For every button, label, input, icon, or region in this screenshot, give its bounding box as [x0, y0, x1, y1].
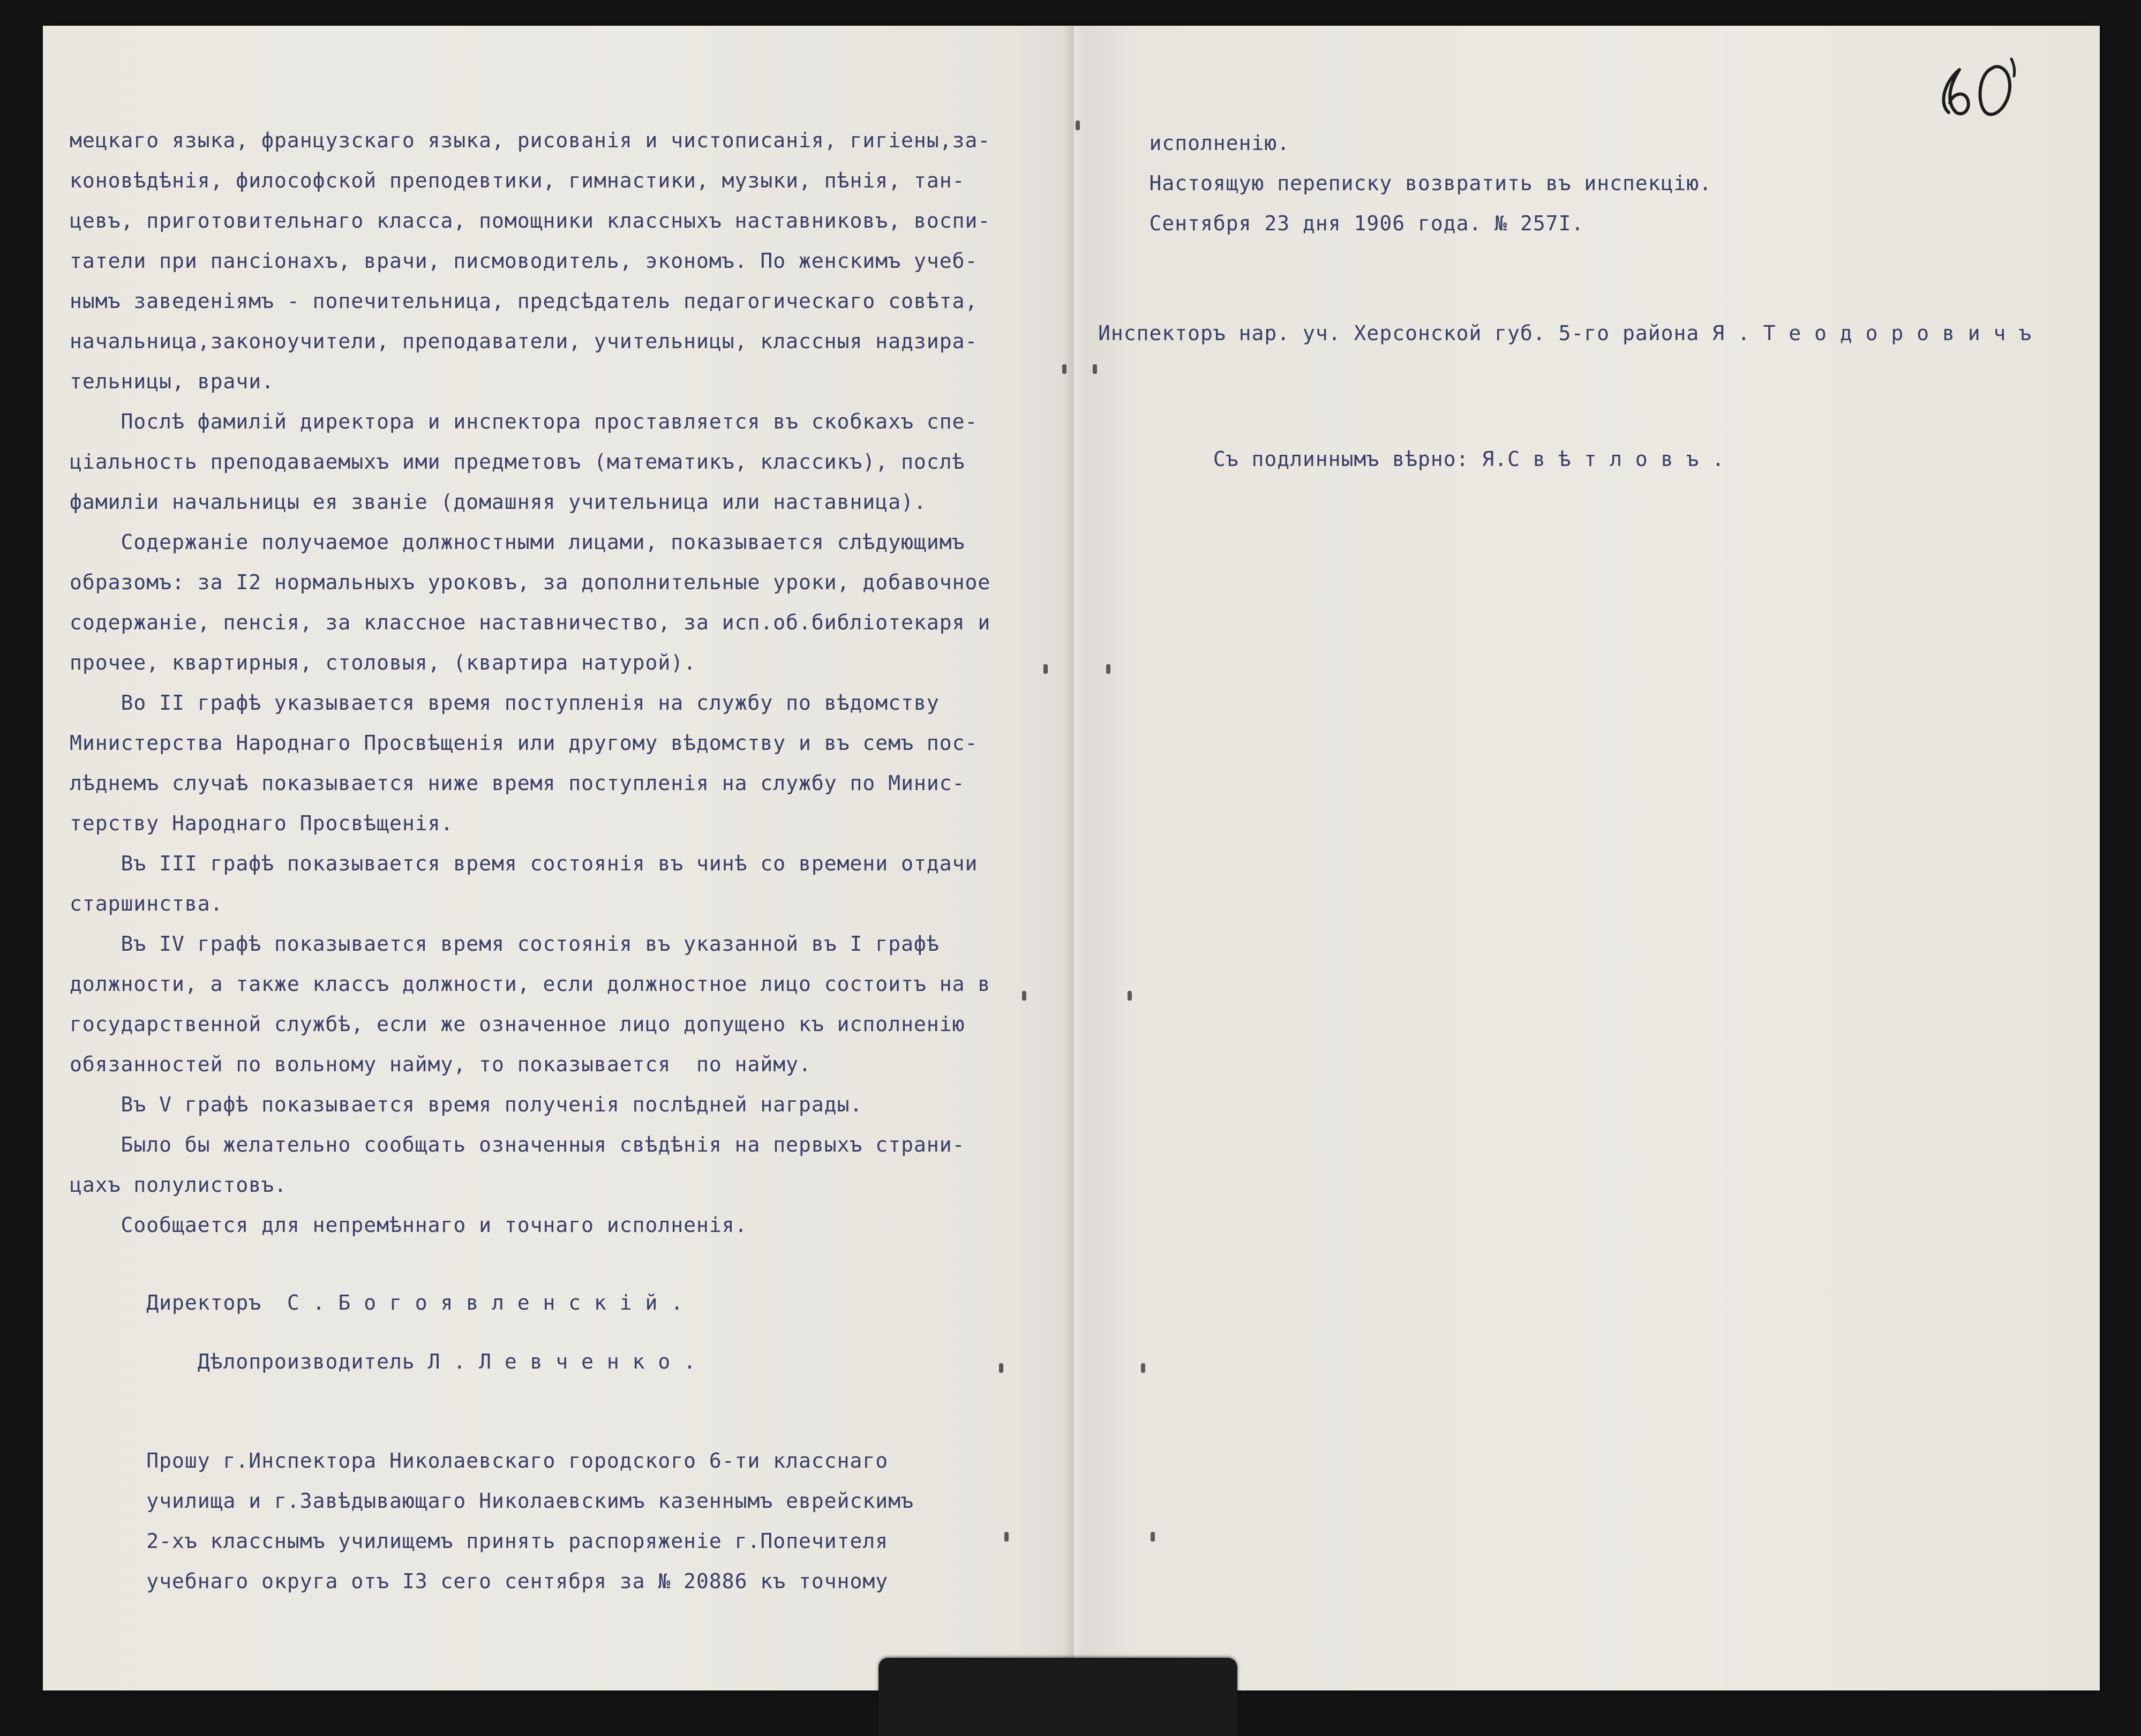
text-line: ціальность преподаваемыхъ ими предметовъ (математикъ, классикъ), послѣ [70, 450, 965, 474]
text-line: Послѣ фамилій директора и инспектора проставляется въ скобкахъ спе- [70, 410, 978, 433]
text-line: старшинства. [70, 892, 223, 915]
scanner-tab [878, 1658, 1237, 1736]
binding-hole [1151, 1532, 1155, 1542]
text-line: содержаніе, пенсія, за классное наставничество, за исп.об.библіотекаря и [70, 611, 991, 634]
text-line: обязанностей по вольному найму, то показывается по найму. [70, 1053, 812, 1076]
binding-hole [1062, 364, 1066, 374]
text-line: Сообщается для непремѣннаго и точнаго исполненія. [70, 1213, 748, 1237]
text-line: Въ IV графѣ показывается время состоянія въ указанной въ I графѣ [70, 932, 940, 956]
binding-hole [1128, 991, 1132, 1001]
certified-copy-line: Съ подлиннымъ вѣрно: Я.С в ѣ т л о в ъ . [1098, 447, 1725, 471]
text-line: начальница,законоучители, преподаватели, учительницы, классныя надзира- [70, 329, 978, 353]
director-signature: Директоръ С . Б о г о я в л е н с к і й . [70, 1291, 684, 1314]
text-line: коновѣдѣнія, философской преподевтики, гимнастики, музыки, пѣнія, тан- [70, 169, 965, 192]
text-line: исполненію. [1098, 131, 1290, 155]
text-line: тельницы, врачи. [70, 370, 275, 393]
left-page-signatures [70, 1283, 696, 1382]
text-line: мецкаго языка, французскаго языка, рисованія и чистописанія, гигіены,за- [70, 129, 991, 152]
text-line: образомъ: за I2 нормальныхъ уроковъ, за дополнительные уроки, добавочное [70, 570, 991, 594]
text-line: государственной службѣ, если же означенное лицо допущено къ исполненію [70, 1012, 965, 1036]
page-fold [1063, 26, 1085, 1690]
text-line: Въ III графѣ показывается время состоянія въ чинѣ со времени отдачи [70, 852, 978, 875]
text-line: 2-хъ класснымъ училищемъ принять распоряженіе г.Попечителя [70, 1529, 889, 1553]
clerk-signature: Дѣлопроизводитель Л . Л е в ч е н к о . [70, 1350, 697, 1373]
binding-hole [1043, 664, 1048, 674]
text-line: Въ V графѣ показывается время полученія послѣдней награды. [70, 1093, 863, 1116]
text-line: училища и г.Завѣдывающаго Николаевскимъ казеннымъ еврейскимъ [70, 1489, 914, 1513]
text-line: терству Народнаго Просвѣщенія. [70, 811, 454, 835]
text-line: Прошу г.Инспектора Николаевскаго городского 6-ти класснаго [70, 1449, 889, 1472]
right-page-body [1098, 123, 2032, 479]
text-line: Содержаніе получаемое должностными лицами, показывается слѣдующимъ [70, 530, 965, 554]
left-page-order [70, 1441, 914, 1602]
inspector-signature: Инспекторъ нар. уч. Херсонской губ. 5-го района Я . Т е о д о р о в и ч ъ [1098, 321, 2032, 345]
text-line: лѣднемъ случаѣ показывается ниже время поступленія на службу по Минис- [70, 771, 965, 795]
folio-number [1934, 54, 2025, 123]
text-line: цахъ полулистовъ. [70, 1173, 287, 1197]
text-line: Сентября 23 дня 1906 года. № 257I. [1098, 212, 1584, 235]
text-line: учебнаго округа отъ I3 сего сентября за № 20886 къ точному [70, 1569, 889, 1593]
text-line: должности, а также классъ должности, если должностное лицо состоитъ на в [70, 972, 991, 996]
text-line: фамиліи начальницы ея званіе (домашняя учительница или наставница). [70, 490, 927, 514]
left-page-body [70, 121, 990, 1245]
text-line: Министерства Народнаго Просвѣщенія или другому вѣдомству и въ семъ пос- [70, 731, 978, 755]
binding-hole [1141, 1363, 1145, 1373]
text-line: Настоящую переписку возвратить въ инспекцію. [1098, 171, 1712, 195]
text-line: прочее, квартирныя, столовыя, (квартира натурой). [70, 651, 697, 674]
text-line: цевъ, приготовительнаго класса, помощники классныхъ наставниковъ, воспи- [70, 209, 991, 232]
text-line: нымъ заведеніямъ - попечительница, предсѣдатель педагогическаго совѣта, [70, 289, 978, 313]
binding-hole [999, 1363, 1003, 1373]
binding-hole [1004, 1532, 1009, 1542]
text-line: Во II графѣ указывается время поступленія на службу по вѣдомству [70, 691, 940, 715]
binding-hole [1022, 991, 1026, 1001]
text-line: татели при пансіонахъ, врачи, писмоводитель, экономъ. По женскимъ учеб- [70, 249, 978, 273]
binding-hole [1106, 664, 1110, 674]
binding-hole [1076, 121, 1080, 130]
binding-hole [1093, 364, 1097, 374]
text-line: Было бы желательно сообщать означенныя свѣдѣнія на первыхъ страни- [70, 1133, 965, 1156]
